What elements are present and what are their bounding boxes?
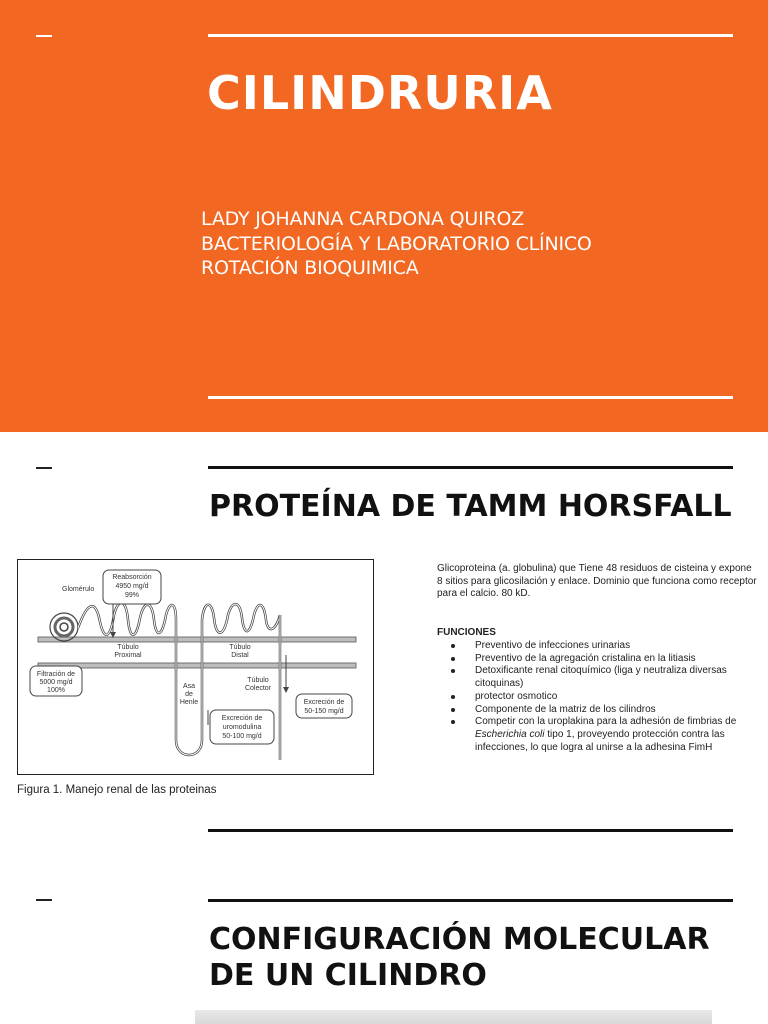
top-rule — [208, 899, 733, 902]
top-rule — [208, 466, 733, 469]
list-item: Preventivo de la agregación cristalina en la litiasis — [447, 653, 747, 666]
list-item: protector osmotico — [447, 691, 747, 704]
title-slide — [0, 0, 768, 432]
label-excrecion: Excreción de — [303, 699, 345, 706]
functions-list — [447, 640, 747, 754]
list-item — [447, 716, 747, 754]
label-asa-henle: Henle — [179, 699, 199, 706]
label-glomerulo: Glomérulo — [62, 586, 95, 593]
label-filtracion: Filtración de — [36, 671, 76, 678]
slide-title: PROTEÍNA DE TAMM HORSFALL — [209, 489, 732, 524]
label-tubulo-proximal-2: Proximal — [114, 652, 142, 659]
slide-marker — [36, 35, 52, 37]
author-name: LADY JOHANNA CARDONA QUIROZ — [201, 208, 525, 230]
rotation-name: ROTACIÓN BIOQUIMICA — [201, 257, 419, 279]
bottom-rule — [208, 396, 733, 399]
kidney-protein-figure — [17, 559, 374, 775]
label-filtracion-value: 5000 mg/d — [39, 679, 73, 686]
figure-caption: Figura 1. Manejo renal de las proteinas — [17, 784, 217, 796]
list-item-text: tipo 1, proveyendo protección contra las infecciones, lo que logra al unirse a la adhesina FimH — [475, 728, 725, 753]
label-reabsorcion: Reabsorción — [112, 574, 152, 581]
label-tubulo-distal: Túbulo — [229, 644, 251, 651]
label-uromodulina-2: uromodulina — [222, 724, 262, 731]
functions-heading: FUNCIONES — [437, 627, 496, 638]
list-item: Preventivo de infecciones urinarias — [447, 640, 747, 653]
species-name: Escherichia coli — [475, 728, 545, 740]
label-filtracion-pct: 100% — [47, 687, 65, 694]
label-tubulo-proximal: Túbulo — [117, 644, 139, 651]
label-tubulo-colector-2: Colector — [244, 685, 272, 692]
tamm-horsfall-slide — [0, 432, 768, 864]
nephron-diagram — [18, 560, 372, 773]
top-rule — [208, 34, 733, 37]
list-item: Detoxificante renal citoquímico (liga y neutraliza diversas citoquinas) — [447, 665, 747, 690]
slide-marker — [36, 467, 52, 469]
slide-title-line2: DE UN CILINDRO — [209, 958, 487, 993]
label-reabsorcion-pct: 99% — [124, 592, 140, 599]
molecular-configuration-slide — [0, 864, 768, 1024]
label-excrecion-value: 50-150 mg/d — [304, 708, 344, 715]
program-name: BACTERIOLOGÍA Y LABORATORIO CLÍNICO — [201, 233, 592, 255]
slide-marker — [36, 899, 52, 901]
list-item: Componente de la matriz de los cilindros — [447, 704, 747, 717]
protein-description: Glicoproteina (a. globulina) que Tiene 48 residuos de cisteina y expone 8 sitios para glicosilación y enlace. Dominio que funciona como receptor para el calcio. 80 kD. — [437, 563, 757, 599]
label-asa-de: de — [185, 691, 193, 698]
label-tubulo-colector: Túbulo — [247, 677, 269, 684]
label-uromodulina-value: 50-100 mg/d — [222, 733, 262, 740]
presentation-title: CILINDRURIA — [207, 66, 553, 120]
slide-title-line1: CONFIGURACIÓN MOLECULAR — [209, 922, 710, 957]
label-reabsorcion-value: 4950 mg/d — [115, 583, 149, 590]
list-item-text: Competir con la uroplakina para la adhesión de fimbrias de — [475, 716, 737, 728]
cylinder-image — [195, 1010, 712, 1024]
label-uromodulina: Excreción de — [221, 715, 263, 722]
bottom-rule — [208, 829, 733, 832]
label-tubulo-distal-2: Distal — [231, 652, 249, 659]
label-asa: Asa — [182, 683, 196, 690]
